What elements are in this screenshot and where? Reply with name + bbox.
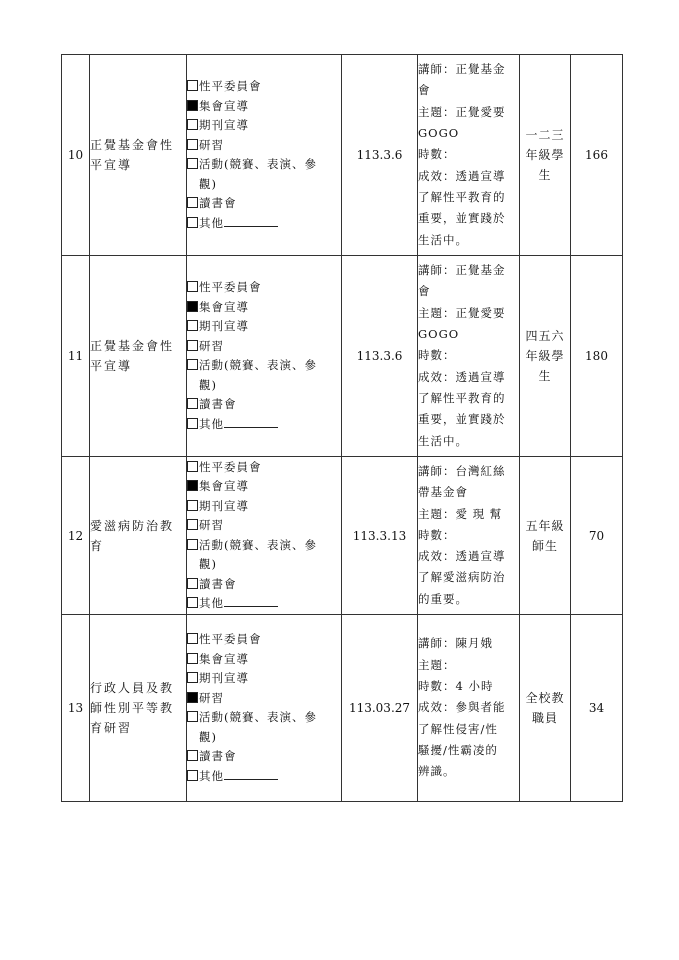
checkbox-option bbox=[187, 516, 341, 536]
checkbox-label: 讀書會 bbox=[199, 397, 237, 411]
checkbox-label-continued: 觀) bbox=[199, 377, 217, 392]
checkbox-label: 其他 bbox=[199, 768, 224, 783]
unchecked-box-icon bbox=[187, 539, 198, 550]
checked-box-icon bbox=[187, 301, 198, 312]
row-number: 11 bbox=[62, 256, 90, 457]
content-line: 時數： bbox=[418, 147, 456, 162]
content-line: GOGO bbox=[418, 126, 460, 141]
fill-in-blank bbox=[224, 417, 278, 428]
unchecked-box-icon bbox=[187, 711, 198, 722]
checkbox-label: 集會宣導 bbox=[199, 299, 249, 314]
checkbox-label: 其他 bbox=[199, 215, 224, 230]
content-line: 主題： bbox=[418, 657, 456, 672]
checkbox-option bbox=[187, 767, 341, 787]
row-number: 13 bbox=[62, 615, 90, 802]
content-line: 了解性平教育的 bbox=[418, 189, 506, 204]
content-line: 重要，並實踐於 bbox=[418, 211, 506, 226]
checkbox-label: 期刊宣導 bbox=[199, 319, 249, 333]
checkbox-option bbox=[187, 650, 341, 670]
unchecked-box-icon bbox=[187, 633, 198, 644]
participants-line: 職員 bbox=[531, 711, 558, 725]
checkbox-option bbox=[187, 669, 341, 689]
participant-count: 166 bbox=[571, 55, 623, 256]
activity-content bbox=[418, 615, 520, 802]
activity-date: 113.3.6 bbox=[342, 256, 418, 457]
checkbox-label-continued: 觀) bbox=[199, 557, 217, 571]
content-line: 成效：參與者能 bbox=[418, 700, 506, 715]
activity-date: 113.3.6 bbox=[342, 55, 418, 256]
checkbox-option bbox=[187, 708, 341, 728]
content-line: 講師：正覺基金 bbox=[418, 263, 506, 278]
unchecked-box-icon bbox=[187, 281, 198, 292]
checkbox-option bbox=[187, 136, 341, 156]
checkbox-option bbox=[187, 278, 341, 298]
unchecked-box-icon bbox=[187, 398, 198, 409]
activity-date: 113.3.13 bbox=[342, 457, 418, 615]
checkbox-label: 集會宣導 bbox=[199, 651, 249, 666]
content-line: 講師：陳月娥 bbox=[418, 636, 493, 651]
checkbox-label: 其他 bbox=[199, 596, 224, 610]
unchecked-box-icon bbox=[187, 197, 198, 208]
checkbox-label-continued: 觀) bbox=[199, 729, 217, 744]
checkbox-option bbox=[187, 689, 341, 709]
checkbox-option bbox=[187, 747, 341, 767]
checkbox-label: 活動(競賽、表演、參 bbox=[199, 358, 317, 372]
checkbox-label: 期刊宣導 bbox=[199, 671, 249, 685]
checkbox-option bbox=[187, 337, 341, 357]
checkbox-label: 期刊宣導 bbox=[199, 498, 249, 513]
unchecked-box-icon bbox=[187, 139, 198, 150]
content-line: 的重要。 bbox=[418, 591, 468, 606]
checkbox-option bbox=[187, 298, 341, 318]
unchecked-box-icon bbox=[187, 359, 198, 370]
checkbox-option bbox=[187, 97, 341, 117]
table-row bbox=[62, 457, 623, 615]
checkbox-option bbox=[187, 630, 341, 650]
checkbox-option bbox=[187, 415, 341, 435]
checkbox-option bbox=[187, 575, 341, 595]
content-line: 生活中。 bbox=[418, 433, 468, 448]
checkbox-label: 研習 bbox=[199, 338, 224, 353]
participant-count: 180 bbox=[571, 256, 623, 457]
checkbox-label: 性平委員會 bbox=[199, 459, 262, 474]
row-number: 12 bbox=[62, 457, 90, 615]
checkbox-option bbox=[187, 458, 341, 478]
checkbox-label: 性平委員會 bbox=[199, 79, 262, 93]
checkbox-option bbox=[187, 214, 341, 234]
checkbox-option bbox=[187, 155, 341, 175]
participants bbox=[520, 615, 571, 802]
activity-date: 113.03.27 bbox=[342, 615, 418, 802]
participants-line: 師生 bbox=[531, 538, 558, 553]
content-line: 會 bbox=[418, 284, 431, 299]
row-number: 10 bbox=[62, 55, 90, 256]
checkbox-option bbox=[187, 116, 341, 136]
checkbox-label: 讀書會 bbox=[199, 749, 237, 763]
participants bbox=[520, 256, 571, 457]
unchecked-box-icon bbox=[187, 519, 198, 530]
activity-title: 正覺基金會性平宣導 bbox=[90, 256, 187, 457]
checkbox-label-continued: 觀) bbox=[199, 176, 217, 191]
checkbox-option bbox=[187, 477, 341, 497]
checkbox-label: 讀書會 bbox=[199, 196, 237, 210]
content-line: 了解愛滋病防治 bbox=[418, 570, 506, 585]
fill-in-blank bbox=[224, 216, 278, 227]
unchecked-box-icon bbox=[187, 750, 198, 761]
content-line: 了解性侵害/性 bbox=[418, 721, 498, 736]
table-row bbox=[62, 615, 623, 802]
checkbox-label: 集會宣導 bbox=[199, 479, 249, 493]
participant-count: 34 bbox=[571, 615, 623, 802]
activity-type-options bbox=[187, 256, 342, 457]
content-line: 成效：透過宣導 bbox=[418, 369, 506, 384]
activity-type-options bbox=[187, 615, 342, 802]
participants-line: 四五六 bbox=[525, 329, 565, 343]
activity-title: 行政人員及教師性別平等教育研習 bbox=[90, 615, 187, 802]
unchecked-box-icon bbox=[187, 320, 198, 331]
checkbox-label: 活動(競賽、表演、參 bbox=[199, 710, 317, 724]
unchecked-box-icon bbox=[187, 119, 198, 130]
participants-line: 一二三 bbox=[525, 128, 565, 142]
participants bbox=[520, 55, 571, 256]
fill-in-blank bbox=[224, 596, 278, 607]
participants-line: 生 bbox=[538, 168, 552, 182]
content-line: 時數： bbox=[418, 527, 456, 542]
participants-line: 五年級 bbox=[525, 518, 565, 533]
activity-type-options bbox=[187, 55, 342, 256]
participants bbox=[520, 457, 571, 615]
unchecked-box-icon bbox=[187, 770, 198, 781]
content-line: 成效：透過宣導 bbox=[418, 549, 506, 564]
content-line: 重要，並實踐於 bbox=[418, 412, 506, 427]
checkbox-label: 研習 bbox=[199, 518, 224, 532]
content-line: 辨識。 bbox=[418, 764, 456, 779]
content-line: 成效：透過宣導 bbox=[418, 168, 506, 183]
checkbox-label: 活動(競賽、表演、參 bbox=[199, 157, 317, 171]
unchecked-box-icon bbox=[187, 158, 198, 169]
participants-line: 年級學 bbox=[525, 349, 565, 363]
participants-line: 生 bbox=[538, 369, 552, 383]
activity-table bbox=[61, 54, 623, 802]
activity-type-options bbox=[187, 457, 342, 615]
unchecked-box-icon bbox=[187, 418, 198, 429]
checkbox-option bbox=[187, 594, 341, 614]
checked-box-icon bbox=[187, 100, 198, 111]
content-line: 講師：正覺基金 bbox=[418, 62, 506, 77]
checked-box-icon bbox=[187, 480, 198, 491]
checkbox-option bbox=[187, 317, 341, 337]
activity-content bbox=[418, 457, 520, 615]
unchecked-box-icon bbox=[187, 500, 198, 511]
checked-box-icon bbox=[187, 692, 198, 703]
content-line: 帶基金會 bbox=[418, 485, 468, 500]
checkbox-label: 性平委員會 bbox=[199, 280, 262, 294]
checkbox-option bbox=[187, 536, 341, 556]
unchecked-box-icon bbox=[187, 461, 198, 472]
content-line: 主題：正覺愛要 bbox=[418, 104, 506, 119]
checkbox-option bbox=[187, 395, 341, 415]
unchecked-box-icon bbox=[187, 217, 198, 228]
content-line: 時數：4 小時 bbox=[418, 679, 494, 694]
checkbox-label: 活動(競賽、表演、參 bbox=[199, 537, 317, 552]
content-line: 主題：愛 現 幫 bbox=[418, 506, 503, 521]
fill-in-blank bbox=[224, 769, 278, 780]
unchecked-box-icon bbox=[187, 597, 198, 608]
activity-content bbox=[418, 256, 520, 457]
unchecked-box-icon bbox=[187, 578, 198, 589]
checkbox-label: 期刊宣導 bbox=[199, 118, 249, 132]
content-line: 講師：台灣紅絲 bbox=[418, 463, 506, 478]
checkbox-label: 其他 bbox=[199, 416, 224, 431]
activity-title: 正覺基金會性平宣導 bbox=[90, 55, 187, 256]
table-row bbox=[62, 55, 623, 256]
checkbox-label: 研習 bbox=[199, 137, 224, 152]
content-line: 騷擾/性霸凌的 bbox=[418, 742, 498, 757]
content-line: 會 bbox=[418, 83, 431, 98]
participants-line: 年級學 bbox=[525, 148, 565, 162]
checkbox-option bbox=[187, 194, 341, 214]
unchecked-box-icon bbox=[187, 672, 198, 683]
content-line: 了解性平教育的 bbox=[418, 390, 506, 405]
participant-count: 70 bbox=[571, 457, 623, 615]
checkbox-option bbox=[187, 497, 341, 517]
unchecked-box-icon bbox=[187, 340, 198, 351]
content-line: 主題：正覺愛要 bbox=[418, 305, 506, 320]
checkbox-option bbox=[187, 356, 341, 376]
checkbox-label: 研習 bbox=[199, 690, 224, 705]
unchecked-box-icon bbox=[187, 80, 198, 91]
checkbox-option bbox=[187, 77, 341, 97]
activity-title: 愛滋病防治教育 bbox=[90, 457, 187, 615]
checkbox-label: 性平委員會 bbox=[199, 632, 262, 646]
checkbox-label: 集會宣導 bbox=[199, 98, 249, 113]
content-line: GOGO bbox=[418, 327, 460, 342]
participants-line: 全校教 bbox=[525, 691, 565, 705]
unchecked-box-icon bbox=[187, 653, 198, 664]
content-line: 時數： bbox=[418, 348, 456, 363]
table-row bbox=[62, 256, 623, 457]
checkbox-label: 讀書會 bbox=[199, 576, 237, 591]
content-line: 生活中。 bbox=[418, 232, 468, 247]
activity-content bbox=[418, 55, 520, 256]
